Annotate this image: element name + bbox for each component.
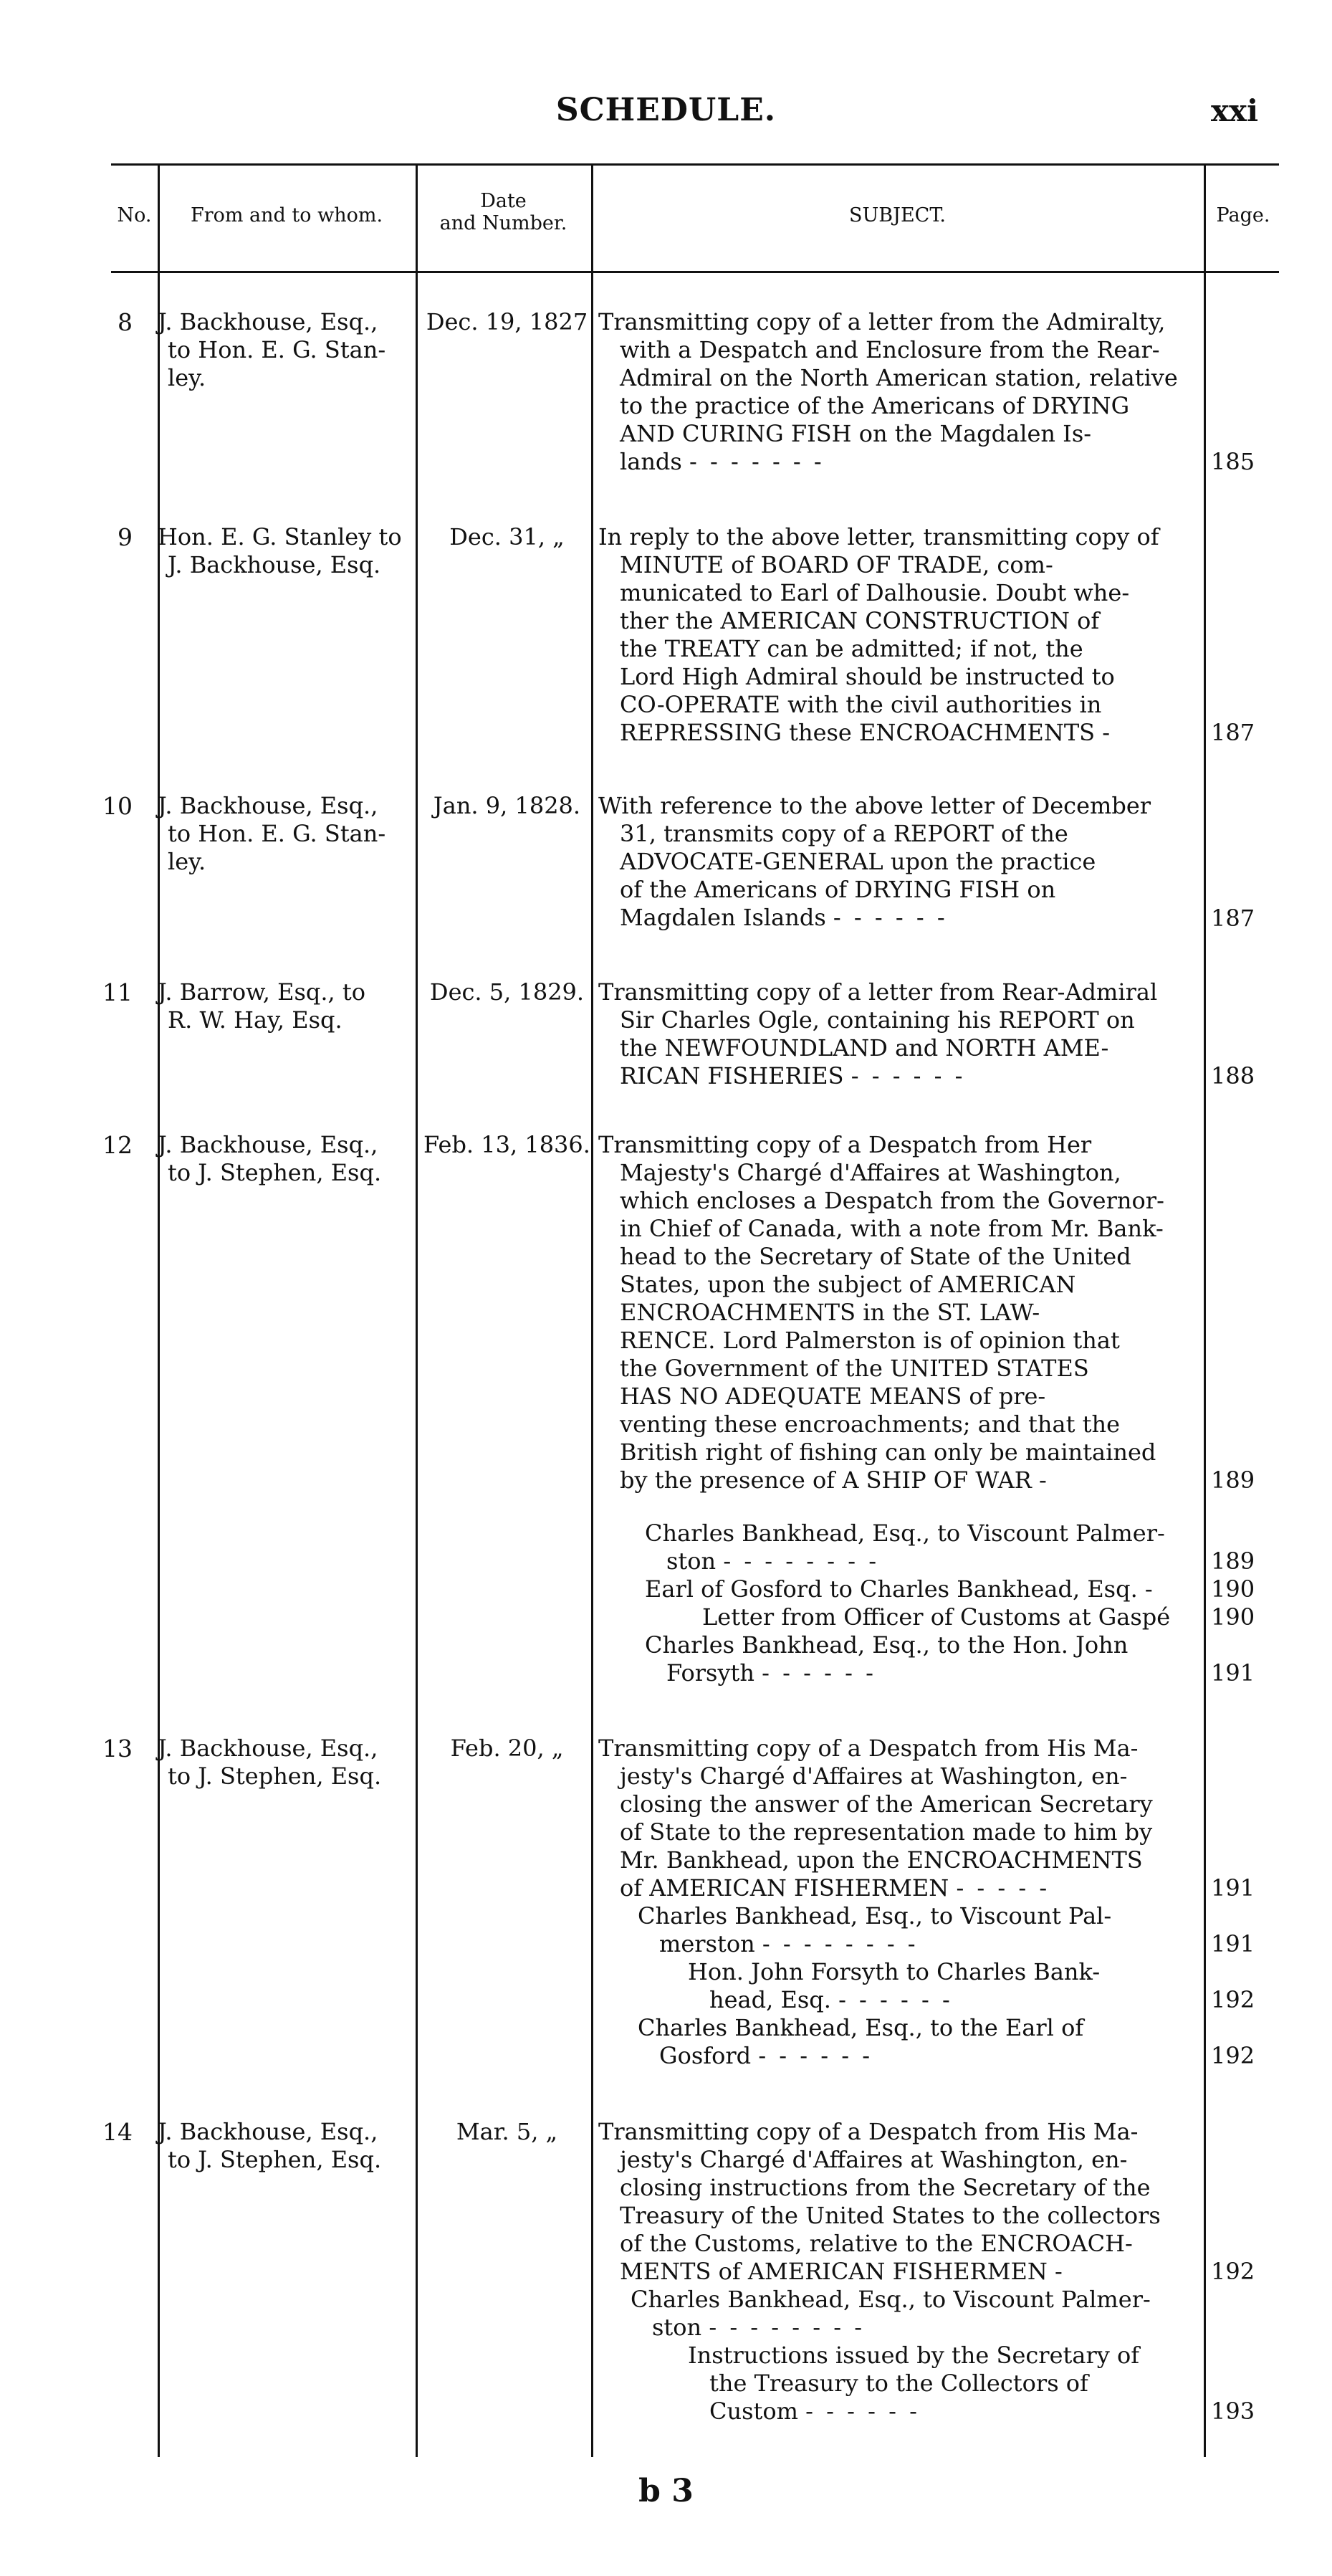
dot-leader: - - - - - -: [838, 1986, 953, 2013]
enclosure-line: the Treasury to the Collectors of: [709, 2370, 1088, 2397]
enclosure-line: [645, 1659, 1193, 1687]
subject-line-text: Magdalen Islands: [620, 904, 826, 931]
from-line: to J. Stephen, Esq.: [168, 2146, 382, 2173]
entry-date: Feb. 20, „: [450, 1735, 564, 1762]
enclosure-line: [688, 2398, 1193, 2425]
entry-page: 192: [1211, 2258, 1255, 2285]
subject-line: the TREATY can be admitted; if not, the: [620, 635, 1083, 662]
subject-line: HAS NO ADEQUATE MEANS of pre-: [620, 1383, 1046, 1410]
enclosure-line-text: merston: [659, 1930, 755, 1957]
entry-page: 187: [1211, 905, 1255, 932]
page-title: SCHEDULE.: [555, 92, 777, 128]
enclosure-line: Instructions issued by the Secretary of: [688, 2342, 1140, 2369]
subject-line: 31, transmits copy of a REPORT of the: [620, 820, 1068, 847]
entry-from: [158, 978, 416, 1034]
dot-leader: - - - - -: [956, 1874, 1050, 1902]
enclosure-line-text: head, Esq.: [709, 1986, 831, 2013]
enclosure-line-text: Custom: [709, 2398, 798, 2425]
enclosure-line: [688, 1986, 1193, 2014]
dot-leader: - - - - - -: [805, 2398, 920, 2425]
column-header-no: No.: [117, 204, 152, 226]
enclosure-line: [638, 2042, 1193, 2070]
subject-line: the NEWFOUNDLAND and NORTH AME-: [620, 1034, 1109, 1062]
subject-line: Transmitting copy of a letter from the Admiralty,: [598, 308, 1166, 335]
subject-line: Mr. Bankhead, upon the ENCROACHMENTS: [620, 1846, 1143, 1874]
subject-line: States, upon the subject of AMERICAN: [620, 1271, 1076, 1298]
entry-from: [158, 308, 416, 392]
entry-subject: [598, 523, 1193, 747]
subject-line: ther the AMERICAN CONSTRUCTION of: [620, 607, 1100, 634]
from-line: ley.: [168, 848, 206, 875]
enclosure-page: 190: [1211, 1575, 1255, 1603]
enclosure-page: 190: [1211, 1603, 1255, 1631]
enclosure-line-text: Gosford: [659, 2042, 752, 2069]
subject-line: MINUTE of BOARD OF TRADE, com-: [620, 551, 1053, 578]
subject-line: head to the Secretary of State of the United: [620, 1243, 1131, 1270]
enclosure-page: 193: [1211, 2398, 1255, 2425]
dot-leader: - - - - - - - -: [709, 2314, 866, 2341]
entry-number: 8: [118, 308, 133, 336]
enclosure-line: Hon. John Forsyth to Charles Bank-: [688, 1958, 1101, 1985]
entry-from: [158, 792, 416, 876]
subject-line: the Government of the UNITED STATES: [620, 1355, 1089, 1382]
subject-line: of the Americans of DRYING FISH on: [620, 876, 1056, 903]
column-header-subject: SUBJECT.: [849, 204, 946, 226]
subject-line: [598, 1466, 1193, 1494]
entry-page: 191: [1211, 1874, 1255, 1902]
entry-date: Jan. 9, 1828.: [433, 792, 581, 819]
entry-from: [158, 2118, 416, 2174]
subject-line: Admiral on the North American station, relative: [620, 364, 1178, 391]
enclosure-line-text: Forsyth: [666, 1659, 754, 1687]
table-top-rule: [111, 163, 1279, 166]
enclosure-item: [638, 1902, 1193, 1958]
subject-line: Treasury of the United States to the collectors: [620, 2202, 1161, 2229]
subject-line: to the practice of the Americans of DRYING: [620, 392, 1130, 419]
subject-line: jesty's Chargé d'Affaires at Washington, en-: [620, 1762, 1128, 1790]
subject-line: venting these encroachments; and that the: [620, 1411, 1121, 1438]
subject-line: Transmitting copy of a letter from Rear-Admiral: [598, 978, 1158, 1006]
subject-line: Lord High Admiral should be instructed to: [620, 663, 1115, 690]
enclosure-line: [645, 1547, 1193, 1575]
enclosure-line: Charles Bankhead, Esq., to Viscount Pal-: [638, 1902, 1112, 1929]
entry-number: 10: [102, 792, 133, 820]
subject-line: closing instructions from the Secretary of the: [620, 2174, 1151, 2201]
enclosure-item: [638, 2014, 1193, 2070]
column-header-from: From and to whom.: [190, 204, 383, 226]
enclosure-line: [638, 1930, 1193, 1958]
subject-line: Sir Charles Ogle, containing his REPORT on: [620, 1006, 1135, 1034]
enclosure-page: 192: [1211, 1986, 1255, 2013]
subject-line: jesty's Chargé d'Affaires at Washington, en-: [620, 2146, 1128, 2173]
subject-line: ENCROACHMENTS in the ST. LAW-: [620, 1299, 1040, 1326]
subject-line: of State to the representation made to him by: [620, 1818, 1153, 1846]
enclosure-page: 189: [1211, 1547, 1255, 1575]
enclosure-line-text: ston: [666, 1547, 717, 1575]
entry-subject: [598, 1735, 1193, 1902]
subject-line: Transmitting copy of a Despatch from His Ma-: [598, 1735, 1139, 1762]
from-line: Hon. E. G. Stanley to: [158, 523, 402, 550]
subject-line: of the Customs, relative to the ENCROACH-: [620, 2230, 1133, 2257]
entry-number: 11: [102, 978, 133, 1006]
subject-line: RENCE. Lord Palmerston is of opinion that: [620, 1327, 1120, 1354]
from-line: J. Backhouse, Esq.,: [158, 1131, 378, 1158]
from-line: ley.: [168, 364, 206, 391]
enclosure-page: 191: [1211, 1659, 1255, 1687]
from-line: to J. Stephen, Esq.: [168, 1159, 382, 1186]
dot-leader: - - - - - -: [762, 1659, 876, 1687]
entry-page: 187: [1211, 719, 1255, 746]
enclosure-page: 191: [1211, 1930, 1255, 1957]
enclosure-line: Charles Bankhead, Esq., to Viscount Palmer-: [631, 2286, 1151, 2313]
subject-line: [598, 448, 1193, 476]
entry-date: Dec. 31, „: [449, 523, 565, 550]
entry-page: 189: [1211, 1466, 1255, 1494]
subject-line: Majesty's Chargé d'Affaires at Washington,: [620, 1159, 1121, 1186]
from-line: to Hon. E. G. Stan-: [168, 820, 386, 847]
subject-line-text: by the presence of A SHIP OF WAR: [620, 1466, 1032, 1494]
subject-line-text: of AMERICAN FISHERMEN: [620, 1874, 949, 1902]
subject-line: In reply to the above letter, transmitting copy of: [598, 523, 1159, 550]
subject-line: CO-OPERATE with the civil authorities in: [620, 691, 1102, 718]
column-divider: [416, 163, 418, 2457]
subject-line: [598, 904, 1193, 932]
enclosure-item: [631, 2286, 1193, 2342]
subject-line-text: MENTS of AMERICAN FISHERMEN: [620, 2258, 1048, 2285]
from-line: J. Backhouse, Esq.: [168, 551, 381, 578]
entry-subject: [598, 792, 1193, 932]
subject-line: Transmitting copy of a Despatch from Her: [598, 1131, 1092, 1158]
subject-line: ADVOCATE-GENERAL upon the practice: [620, 848, 1096, 875]
entry-date: Dec. 19, 1827: [426, 308, 588, 335]
from-line: J. Backhouse, Esq.,: [158, 1735, 378, 1762]
enclosure-page: 192: [1211, 2042, 1255, 2069]
entry-number: 12: [102, 1131, 133, 1159]
column-header-date: [419, 190, 588, 234]
column-header-date-line: and Number.: [439, 212, 567, 235]
from-line: J. Backhouse, Esq.,: [158, 308, 378, 335]
subject-line: in Chief of Canada, with a note from Mr. Bank-: [620, 1215, 1164, 1242]
subject-line: [598, 2258, 1193, 2286]
entry-page: 185: [1211, 448, 1255, 475]
dot-leader: - - - - - - - -: [762, 1930, 919, 1957]
dot-leader: - - - - - -: [758, 2042, 873, 2069]
enclosure-item: [645, 1520, 1193, 1575]
entry-number: 14: [102, 2118, 133, 2146]
subject-line-text: lands: [620, 448, 682, 475]
entry-page: 188: [1211, 1062, 1255, 1089]
dot-leader: -: [1144, 1575, 1156, 1603]
column-divider: [158, 163, 160, 2457]
from-line: J. Backhouse, Esq.,: [158, 792, 378, 819]
subject-line: British right of fishing can only be maintained: [620, 1439, 1156, 1466]
dot-leader: - - - - - -: [833, 904, 948, 931]
subject-line-text: RICAN FISHERIES: [620, 1062, 844, 1089]
from-line: to J. Stephen, Esq.: [168, 1762, 382, 1790]
from-line: J. Backhouse, Esq.,: [158, 2118, 378, 2145]
subject-line: with a Despatch and Enclosure from the Rear-: [620, 336, 1160, 363]
subject-line: With reference to the above letter of December: [598, 792, 1151, 819]
entry-date: Feb. 13, 1836.: [423, 1131, 590, 1158]
subject-line: which encloses a Despatch from the Governor-: [620, 1187, 1164, 1214]
enclosure-line: Letter from Officer of Customs at Gaspé: [702, 1603, 1171, 1631]
subject-line: [598, 1062, 1193, 1090]
signature-mark: b 3: [638, 2473, 694, 2509]
dot-leader: -: [1055, 2258, 1065, 2285]
enclosure-item: [688, 2342, 1193, 2425]
entry-number: 13: [102, 1735, 133, 1762]
enclosure-item: [645, 1631, 1193, 1687]
entry-subject: [598, 308, 1193, 476]
subject-line: AND CURING FISH on the Magdalen Is-: [620, 420, 1092, 447]
subject-line: [598, 1874, 1193, 1902]
dot-leader: - - - - - - - -: [723, 1547, 880, 1575]
entry-date: Dec. 5, 1829.: [429, 978, 585, 1006]
entry-from: [158, 523, 416, 579]
enclosure-line: [645, 1575, 1193, 1603]
from-line: to Hon. E. G. Stan-: [168, 336, 386, 363]
entry-subject: [598, 1131, 1193, 1494]
column-header-page: Page.: [1216, 204, 1270, 226]
column-header-date-line: Date: [480, 190, 527, 212]
column-divider: [591, 163, 593, 2457]
enclosure-line-text: Earl of Gosford to Charles Bankhead, Esq.: [645, 1575, 1138, 1603]
dot-leader: - - - - - - -: [689, 448, 825, 475]
enclosure-line-text: ston: [652, 2314, 702, 2341]
subject-line: REPRESSING these ENCROACHMENTS -: [620, 719, 1111, 746]
entry-from: [158, 1131, 416, 1187]
column-divider: [1204, 163, 1206, 2457]
enclosure-item: [688, 1958, 1193, 2014]
from-line: J. Barrow, Esq., to: [158, 978, 365, 1006]
subject-line: municated to Earl of Dalhousie. Doubt whe-: [620, 579, 1130, 606]
entry-date: Mar. 5, „: [456, 2118, 558, 2145]
enclosure-line: Charles Bankhead, Esq., to Viscount Palmer-: [645, 1520, 1165, 1547]
enclosure-line: Charles Bankhead, Esq., to the Hon. John: [645, 1631, 1129, 1659]
enclosure-line: Charles Bankhead, Esq., to the Earl of: [638, 2014, 1084, 2041]
subject-line: closing the answer of the American Secretary: [620, 1790, 1153, 1818]
page-numeral: xxi: [1211, 93, 1259, 128]
entry-subject: [598, 2118, 1193, 2286]
entry-from: [158, 1735, 416, 1790]
dot-leader: - - - - - -: [851, 1062, 966, 1089]
dot-leader: -: [1039, 1466, 1050, 1494]
subject-line: Transmitting copy of a Despatch from His Ma-: [598, 2118, 1139, 2145]
entry-subject: [598, 978, 1193, 1090]
table-header-rule: [111, 271, 1279, 273]
enclosure-line: [631, 2314, 1193, 2342]
enclosure-item: [702, 1603, 1193, 1631]
enclosure-item: [645, 1575, 1193, 1603]
from-line: R. W. Hay, Esq.: [168, 1006, 342, 1034]
entry-number: 9: [118, 523, 133, 551]
